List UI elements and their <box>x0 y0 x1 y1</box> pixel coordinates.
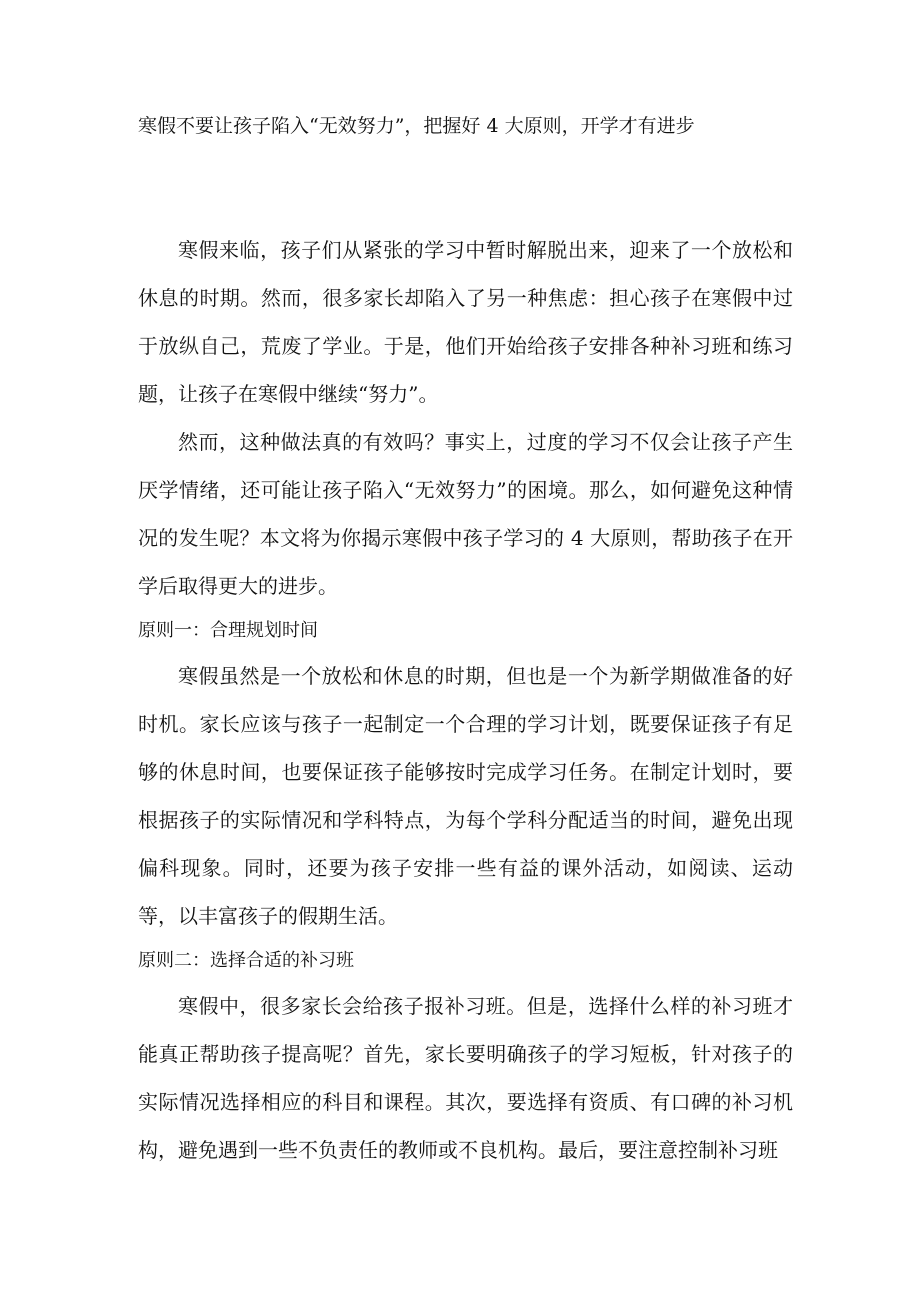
intro-paragraph-1: 寒假来临，孩子们从紧张的学习中暂时解脱出来，迎来了一个放松和休息的时期。然而，很多家长却陷入了另一种焦虑：担心孩子在寒假中过于放纵自己，荒废了学业。于是，他们开始给孩子安排各种补习班和练习题，让孩子在寒假中继续“努力”。 <box>138 238 793 406</box>
document-title: 寒假不要让孩子陷入“无效努力”，把握好 4 大原则，开学才有进步 <box>138 115 695 137</box>
document-body <box>138 226 793 1174</box>
section-heading-2: 原则二：选择合适的补习班 <box>138 950 354 971</box>
section-paragraph-1: 寒假虽然是一个放松和休息的时期，但也是一个为新学期做准备的好时机。家长应该与孩子一起制定一个合理的学习计划，既要保证孩子有足够的休息时间，也要保证孩子能够按时完成学习任务。在制定计划时，要根据孩子的实际情况和学科特点，为每个学科分配适当的时间，避免出现偏科现象。同时，还要为孩子安排一些有益的课外活动，如阅读、运动等，以丰富孩子的假期生活。 <box>138 664 793 928</box>
intro-paragraph-2: 然而，这种做法真的有效吗？事实上，过度的学习不仅会让孩子产生厌学情绪，还可能让孩子陷入“无效努力”的困境。那么，如何避免这种情况的发生呢？本文将为你揭示寒假中孩子学习的 4 大原则，帮助孩子在开学后取得更大的进步。 <box>138 430 793 598</box>
section-heading-1: 原则一：合理规划时间 <box>138 620 318 641</box>
section-paragraph-2: 寒假中，很多家长会给孩子报补习班。但是，选择什么样的补习班才能真正帮助孩子提高呢？首先，家长要明确孩子的学习短板，针对孩子的实际情况选择相应的科目和课程。其次，要选择有资质、有口碑的补习机构，避免遇到一些不负责任的教师或不良机构。最后，要注意控制补习班 <box>138 994 793 1162</box>
